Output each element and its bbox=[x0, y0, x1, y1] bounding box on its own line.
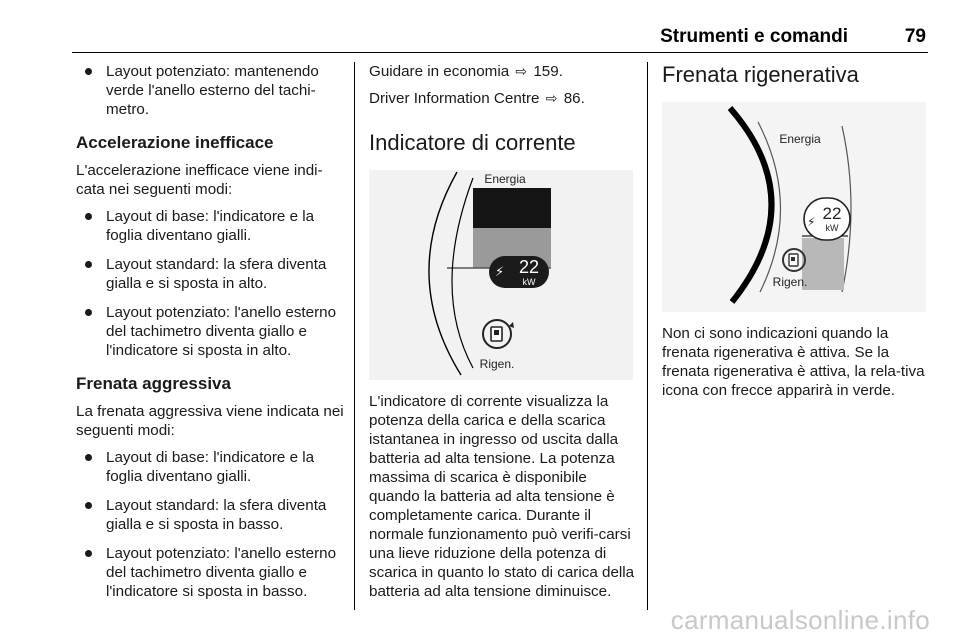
bullet-item: Layout potenziato: mantenendo verde l'anello esterno del tachi-metro. bbox=[76, 62, 344, 119]
column-right bbox=[662, 62, 932, 408]
column-left bbox=[76, 62, 344, 611]
power-meter-figure bbox=[369, 170, 633, 380]
paragraph-frenata-rigenerativa: Non ci sono indicazioni quando la frenata rigenerativa è attiva. Se la frenata rigenerativa è attiva, la rela-tiva icona con frecce apparirà in verde. bbox=[662, 325, 925, 399]
paragraph-indicatore: L'indicatore di corrente visualizza la potenza della carica e della scarica istantanea in ingresso od uscita dalla batteria ad alta tensione. La potenza massima di scarica è disponibile quando la batteria ad alta tensione è completamente carica. Durante il normale funzionamento può verifi-carsi una lieve riduzione della potenza di scarica in quanto lo stato di carica della batteria ad alta tensione diminuisce. bbox=[369, 393, 635, 600]
energy-label: Energia bbox=[484, 172, 526, 186]
heading-accelerazione-inefficace: Accelerazione inefficace bbox=[76, 133, 274, 152]
regen-label: Rigen. bbox=[479, 357, 515, 371]
watermark: carmanualsonline.info bbox=[670, 605, 930, 635]
regen-label: Rigen. bbox=[772, 275, 808, 289]
bullet-item: Layout standard: la sfera diventa gialla e si sposta in basso. bbox=[76, 496, 344, 534]
paragraph-frenata: La frenata aggressiva viene indicata nei seguenti modi: bbox=[76, 403, 344, 439]
bullet-item: Layout potenziato: l'anello esterno del tachimetro diventa giallo e l'indicatore si sposta in alto. bbox=[76, 303, 344, 360]
heading-frenata-rigenerativa: Frenata rigenerativa bbox=[662, 62, 859, 87]
bolt-icon: ⚡ bbox=[495, 264, 505, 279]
power-value: 22 bbox=[822, 204, 842, 223]
reference-page: 159. bbox=[533, 63, 563, 80]
heading-indicatore-corrente: Indicatore di corrente bbox=[369, 130, 576, 155]
regen-meter-figure bbox=[662, 102, 926, 312]
page-header bbox=[72, 22, 928, 53]
reference-text: Driver Information Centre bbox=[369, 90, 540, 107]
bullet-item: Layout di base: l'indicatore e la foglia diventano gialli. bbox=[76, 448, 344, 486]
power-unit: kW bbox=[825, 223, 839, 233]
page-number: 79 bbox=[904, 26, 926, 47]
cross-reference[interactable] bbox=[369, 89, 637, 108]
column-divider bbox=[647, 62, 648, 610]
column-middle bbox=[369, 62, 637, 609]
heading-frenata-aggressiva: Frenata aggressiva bbox=[76, 374, 231, 393]
bullet-item: Layout standard: la sfera diventa gialla e si sposta in alto. bbox=[76, 255, 344, 293]
reference-arrow-icon: ⇨ bbox=[515, 63, 528, 79]
column-divider bbox=[354, 62, 355, 610]
energy-label: Energia bbox=[779, 132, 821, 146]
reference-text: Guidare in economia bbox=[369, 63, 510, 80]
power-unit: kW bbox=[522, 277, 536, 287]
section-title: Strumenti e comandi bbox=[660, 26, 848, 47]
bolt-icon: ⚡ bbox=[807, 215, 816, 229]
bullet-item: Layout di base: l'indicatore e la foglia diventano gialli. bbox=[76, 207, 344, 245]
reference-page: 86. bbox=[563, 90, 585, 107]
cross-reference[interactable] bbox=[369, 62, 637, 81]
reference-arrow-icon: ⇨ bbox=[545, 90, 558, 106]
power-value: 22 bbox=[518, 257, 540, 277]
paragraph-accelerazione: L'accelerazione inefficace viene indi-cata nei seguenti modi: bbox=[76, 162, 323, 198]
bullet-item: Layout potenziato: l'anello esterno del tachimetro diventa giallo e l'indicatore si sposta in basso. bbox=[76, 544, 344, 601]
